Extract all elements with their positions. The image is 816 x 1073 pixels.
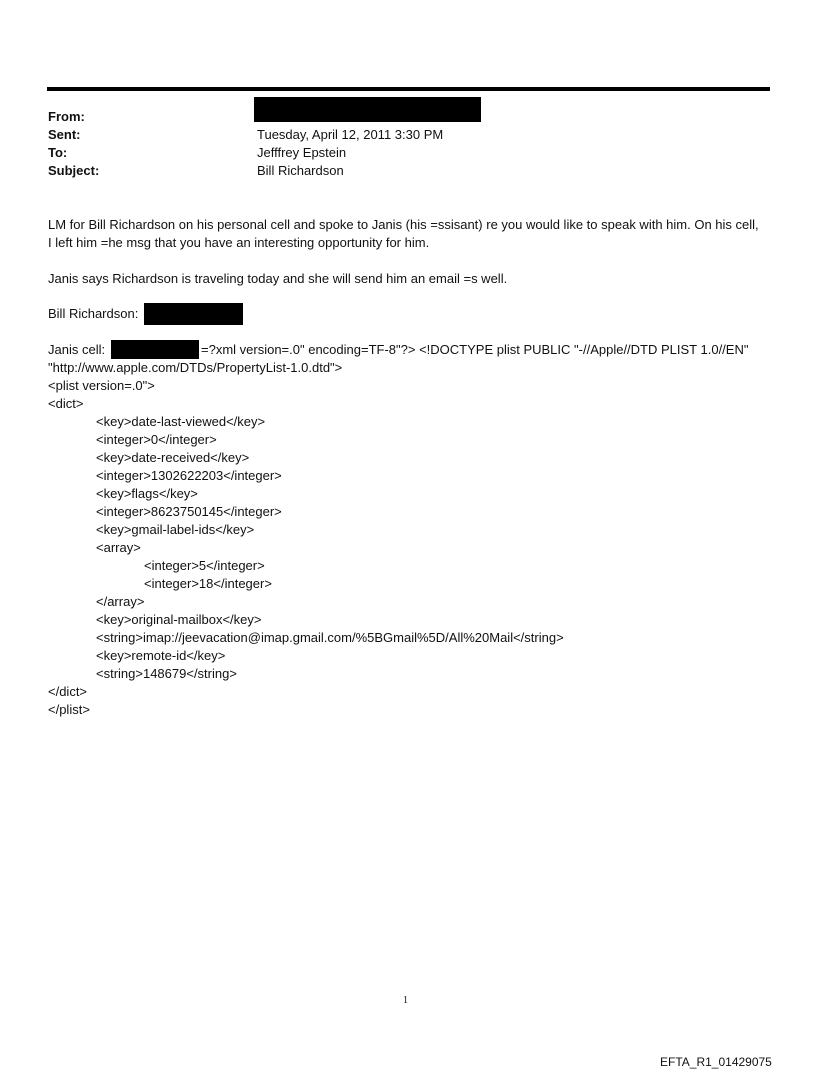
janis-cell-tail: =?xml version=.0" encoding=TF-8"?> <!DOCTYPE plist PUBLIC "-//Apple//DTD PLIST 1.0//EN" xyxy=(201,342,749,357)
to-label: To: xyxy=(48,145,68,160)
plist-line: <key>flags</key> xyxy=(96,486,198,501)
from-label: From: xyxy=(48,109,85,124)
plist-line: <string>imap://jeevacation@imap.gmail.com/%5BGmail%5D/All%20Mail</string> xyxy=(96,630,564,645)
subject-label: Subject: xyxy=(48,163,100,178)
plist-line: <integer>1302622203</integer> xyxy=(96,468,282,483)
redaction-box-janis-phone xyxy=(111,340,199,359)
plist-line: "http://www.apple.com/DTDs/PropertyList-1.0.dtd"> xyxy=(48,360,343,375)
sent-value: Tuesday, April 12, 2011 3:30 PM xyxy=(257,127,444,142)
document-id: EFTA_R1_01429075 xyxy=(660,1055,772,1069)
plist-line: <string>148679</string> xyxy=(96,666,237,681)
body-paragraph-2: Janis says Richardson is traveling today and she will send him an email =s well. xyxy=(48,271,508,286)
plist-line: <dict> xyxy=(48,396,84,411)
plist-line: </dict> xyxy=(48,684,88,699)
plist-line: <integer>8623750145</integer> xyxy=(96,504,282,519)
subject-value: Bill Richardson xyxy=(257,163,344,178)
plist-line: <integer>18</integer> xyxy=(144,576,272,591)
plist-line: <key>date-received</key> xyxy=(96,450,250,465)
plist-line: <array> xyxy=(96,540,141,555)
sent-label: Sent: xyxy=(48,127,81,142)
to-value: Jefffrey Epstein xyxy=(257,145,347,160)
plist-line: <key>date-last-viewed</key> xyxy=(96,414,266,429)
page-number: 1 xyxy=(403,995,408,1006)
plist-line: </plist> xyxy=(48,702,90,717)
plist-line: <key>remote-id</key> xyxy=(96,648,226,663)
redaction-box-from xyxy=(254,97,481,122)
bill-richardson-label: Bill Richardson: xyxy=(48,306,139,321)
janis-cell-label: Janis cell: xyxy=(48,342,106,357)
plist-line: <key>gmail-label-ids</key> xyxy=(96,522,255,537)
body-paragraph-1: LM for Bill Richardson on his personal cell and spoke to Janis (his =ssisant) re you would like to speak with him. On his cell, I left him =he msg that you have an interesting opportunity for him. xyxy=(48,217,759,250)
plist-line: <key>original-mailbox</key> xyxy=(96,612,262,627)
header-rule xyxy=(47,87,770,91)
plist-line: <integer>0</integer> xyxy=(96,432,217,447)
plist-line: </array> xyxy=(96,594,145,609)
plist-line: <integer>5</integer> xyxy=(144,558,265,573)
plist-line: <plist version=.0"> xyxy=(48,378,155,393)
redaction-box-bill-phone xyxy=(144,303,243,325)
